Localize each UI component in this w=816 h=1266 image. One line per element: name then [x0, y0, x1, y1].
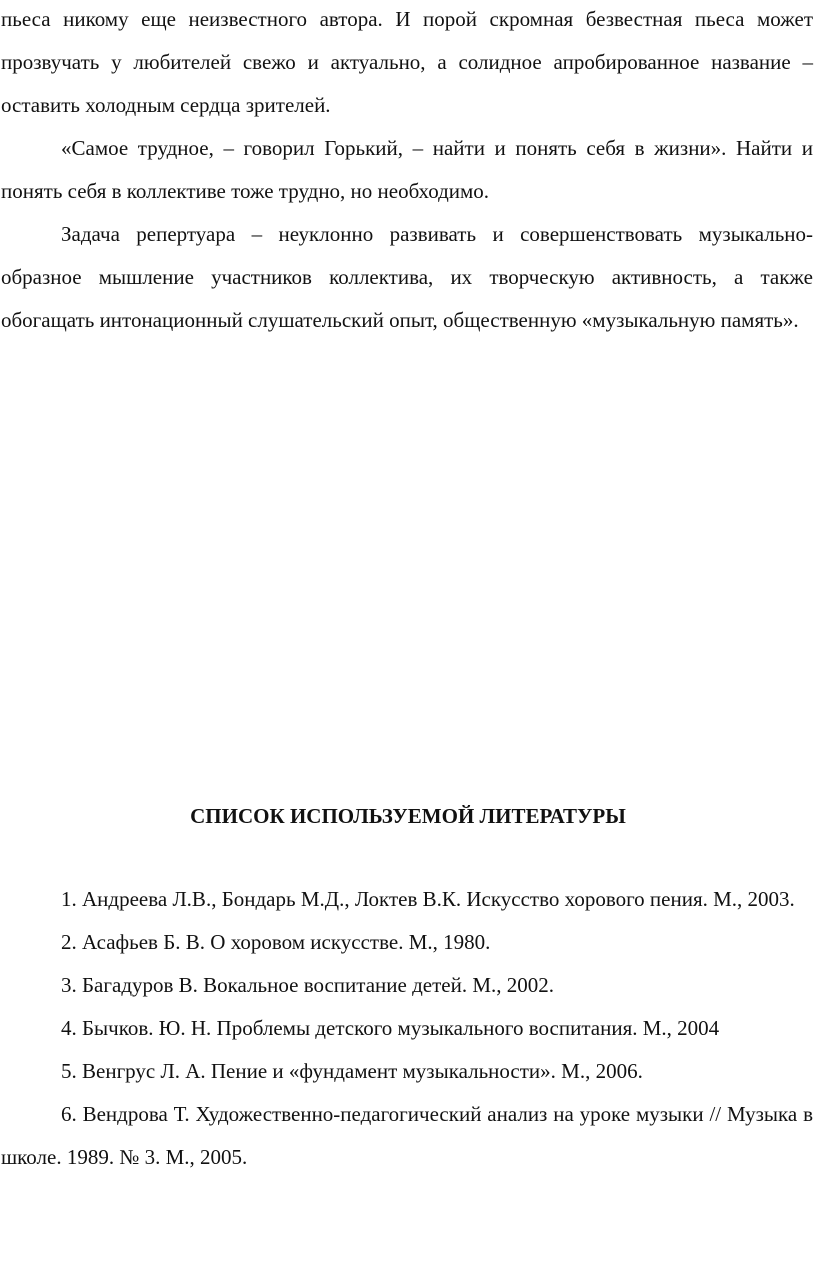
reference-item-2: 2. Асафьев Б. В. О хоровом искусстве. М., 1980.: [61, 930, 491, 954]
body-text: [1, 0, 813, 342]
reference-item-5: 5. Венгрус Л. А. Пение и «фундамент музыкальности». М., 2006.: [61, 1059, 643, 1083]
references-list: [1, 878, 813, 1179]
paragraph-continuation: пьеса никому еще неизвестного автора. И порой скромная безвестная пьеса может прозвучать у любителей свежо и актуально, а солидное апробированное название – оставить холодным сердца зрителей.: [1, 7, 813, 117]
reference-item-6: 6. Вендрова Т. Художественно-педагогический анализ на уроке музыки // Музыка в школе. 1989. № 3. М., 2005.: [1, 1102, 813, 1169]
reference-item-3: 3. Багадуров В. Вокальное воспитание детей. М., 2002.: [61, 973, 554, 997]
reference-item-4: 4. Бычков. Ю. Н. Проблемы детского музыкального воспитания. М., 2004: [61, 1016, 720, 1040]
paragraph-repertoire-task: Задача репертуара – неуклонно развивать и совершенствовать музыкально-образное мышление участников коллектива, их творческую активность, а также обогащать интонационный слушательский опыт, общественную «музыкальную память».: [1, 222, 813, 332]
references-title: СПИСОК ИСПОЛЬЗУЕМОЙ ЛИТЕРАТУРЫ: [190, 804, 626, 828]
paragraph-gorky-quote: «Самое трудное, – говорил Горький, – найти и понять себя в жизни». Найти и понять себя в коллективе тоже трудно, но необходимо.: [1, 136, 813, 203]
reference-item-1: 1. Андреева Л.В., Бондарь М.Д., Локтев В.К. Искусство хорового пения. М., 2003.: [61, 887, 795, 911]
